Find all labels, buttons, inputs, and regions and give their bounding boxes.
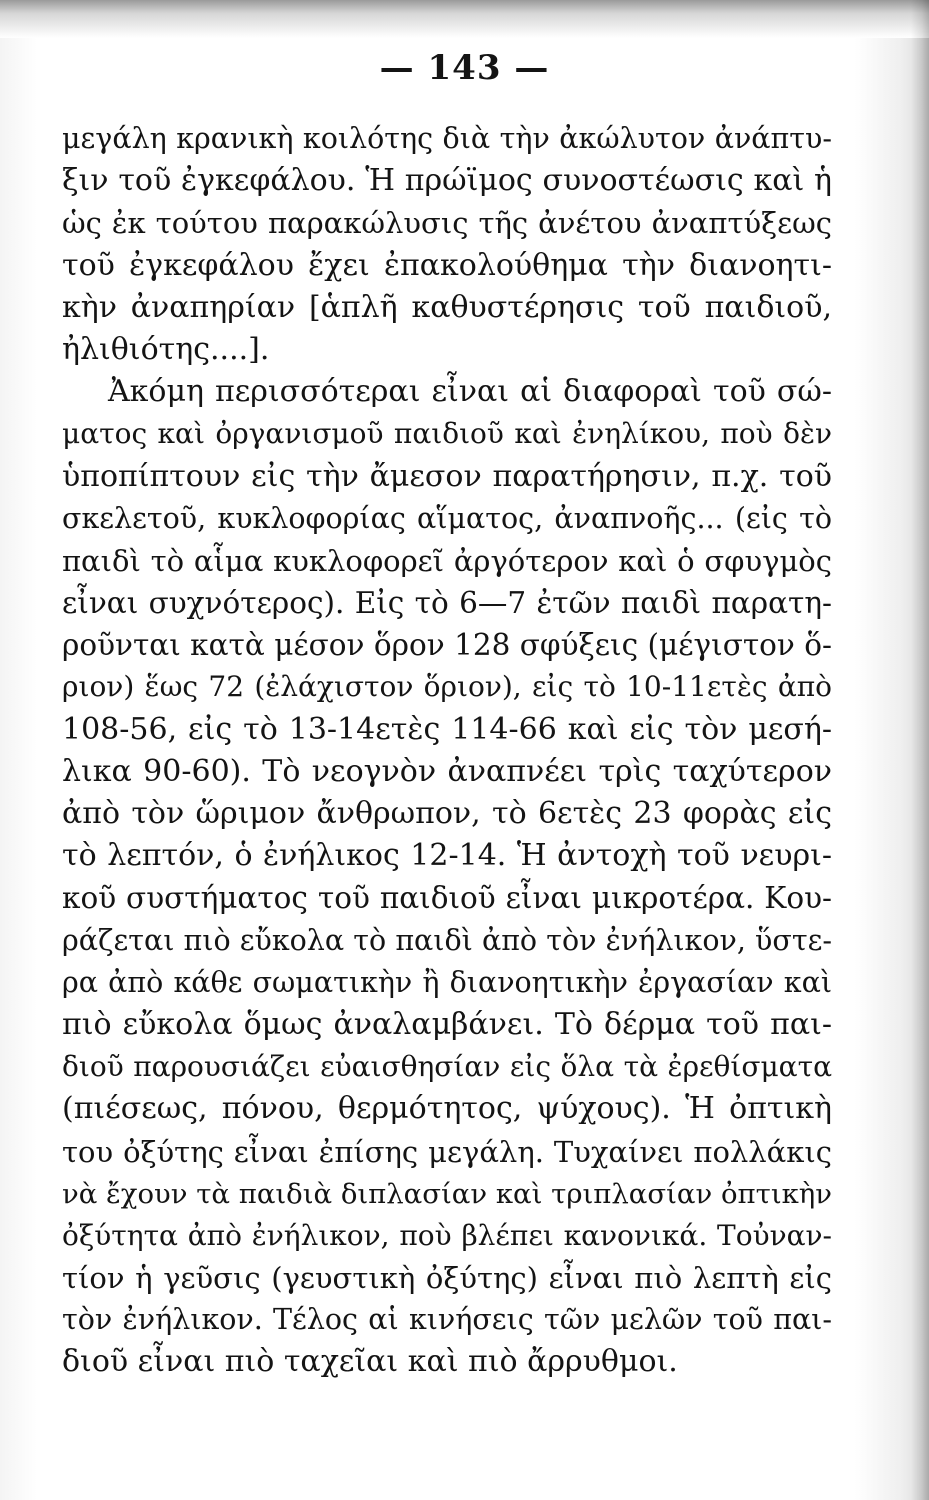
text-line: νὰ ἔχουν τὰ παιδιὰ διπλασίαν καὶ τριπλασίαν ὀπτικὴν (62, 1177, 832, 1210)
body-text (62, 118, 832, 1384)
text-line: ὀξύτητα ἀπὸ ἐνήλικον, ποὺ βλέπει κανονικά. Τοὐναν- (62, 1218, 832, 1252)
text-line: διοῦ παρουσιάζει εὐαισθησίαν εἰς ὅλα τὰ ἐρεθίσματα (62, 1050, 832, 1084)
page-edge-shadow (911, 0, 929, 1500)
text-line: Ἀκόμη περισσότεραι εἶναι αἱ διαφοραὶ τοῦ σώ- (108, 374, 832, 410)
text-line: ροῦνται κατὰ μέσον ὅρον 128 σφύξεις (μέγιστον ὅ- (62, 628, 832, 663)
text-line: τίον ἡ γεῦσις (γευστικὴ ὀξύτης) εἶναι πιὸ λεπτὴ εἰς (62, 1261, 832, 1296)
text-line: ὑποπίπτουν εἰς τὴν ἄμεσον παρατήρησιν, π.χ. τοῦ (62, 458, 832, 494)
text-line: ἀπὸ τὸν ὥριμον ἄνθρωπον, τὸ 6ετὲς 23 φορὰς εἰς (62, 796, 832, 831)
text-line: λικα 90-60). Τὸ νεογνὸν ἀναπνέει τρὶς ταχύτερον (62, 753, 832, 789)
text-line: μεγάλη κρανικὴ κοιλότης διὰ τὴν ἀκώλυτον ἀνάπτυ- (62, 122, 832, 155)
text-line: τὸν ἐνήλικον. Τέλος αἱ κινήσεις τῶν μελῶν τοῦ παι- (62, 1303, 832, 1337)
page-number: — 143 — (379, 48, 550, 88)
text-line: πιὸ εὔκολα ὅμως ἀναλαμβάνει. Τὸ δέρμα τοῦ παι- (62, 1006, 832, 1042)
text-line: του ὀξύτης εἶναι ἐπίσης μεγάλη. Τυχαίνει πολλάκις (62, 1134, 832, 1169)
text-line: τοῦ ἐγκεφάλου ἔχει ἐπακολούθημα τὴν διανοητι- (62, 247, 832, 283)
text-line: ματος καὶ ὀργανισμοῦ παιδιοῦ καὶ ἐνηλίκου, ποὺ δὲν (62, 417, 832, 451)
text-line: ριον) ἕως 72 (ἐλάχιστον ὅριον), εἰς τὸ 10-11ετὲς ἀπὸ (62, 670, 832, 704)
text-line: ὡς ἐκ τούτου παρακώλυσις τῆς ἀνέτου ἀναπτύξεως (62, 206, 832, 241)
text-line: κοῦ συστήματος τοῦ παιδιοῦ εἶναι μικροτέρα. Κου- (62, 881, 832, 916)
text-line: ἠλιθιότης....]. (62, 331, 270, 367)
text-line: τὸ λεπτόν, ὁ ἐνήλικος 12-14. Ἡ ἀντοχὴ τοῦ νευρι- (62, 838, 832, 874)
text-line: ξιν τοῦ ἐγκεφάλου. Ἡ πρώϊμος συνοστέωσις καὶ ἡ (62, 163, 832, 199)
text-line: ρα ἀπὸ κάθε σωματικὴν ἢ διανοητικὴν ἐργασίαν καὶ (62, 965, 832, 999)
text-line: σκελετοῦ, κυκλοφορίας αἵματος, ἀναπνοῆς... (εἰς τὸ (62, 501, 832, 535)
text-line: διοῦ εἶναι πιὸ ταχεῖαι καὶ πιὸ ἄρρυθμοι. (62, 1344, 678, 1380)
text-line: ράζεται πιὸ εὔκολα τὸ παιδὶ ἀπὸ τὸν ἐνήλικον, ὕστε- (62, 923, 832, 957)
text-line: 108-56, εἰς τὸ 13-14ετὲς 114-66 καὶ εἰς τὸν μεσή- (62, 711, 832, 747)
text-line: εἶναι συχνότερος). Εἰς τὸ 6—7 ἐτῶν παιδὶ παρατη- (62, 586, 832, 621)
text-line: παιδὶ τὸ αἷμα κυκλοφορεῖ ἀργότερον καὶ ὁ σφυγμὸς (62, 543, 832, 578)
text-line: κὴν ἀναπηρίαν [ἁπλῆ καθυστέρησις τοῦ παιδιοῦ, (62, 289, 832, 325)
scan-top-shadow (0, 0, 929, 38)
text-line: (πιέσεως, πόνου, θερμότητος, ψύχους). Ἡ ὀπτικὴ (62, 1091, 832, 1127)
